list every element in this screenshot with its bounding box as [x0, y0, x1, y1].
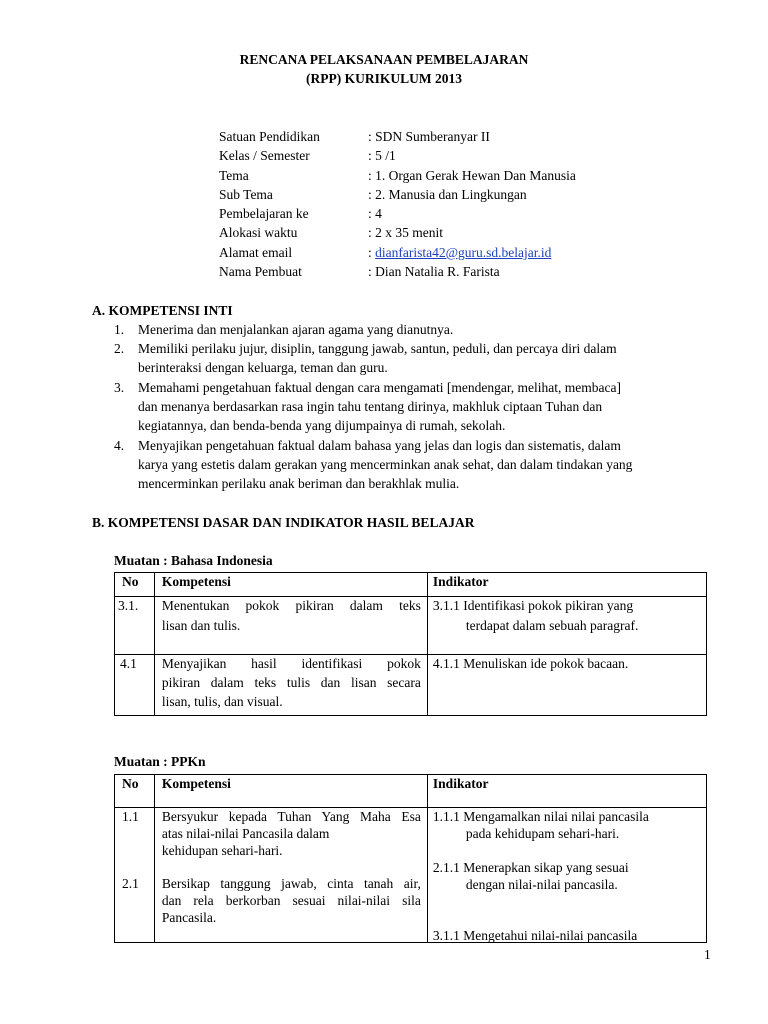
table-header-row	[115, 573, 707, 597]
header-kompetensi: Kompetensi	[161, 776, 231, 791]
row-kompetensi-line: Menyajikan hasil identifikasi pokok	[161, 656, 421, 671]
info-value: : 2 x 35 menit	[368, 225, 443, 240]
row-indikator-line: dengan nilai-nilai pancasila.	[465, 877, 618, 892]
list-item-number: 1.	[114, 322, 125, 337]
row-indikator-line: 4.1.1 Menuliskan ide pokok bacaan.	[432, 656, 629, 671]
header-no: No	[122, 776, 139, 791]
document-title-line2: (RPP) KURIKULUM 2013	[306, 71, 462, 86]
row-kompetensi-line: Pancasila.	[161, 910, 217, 925]
info-label: Nama Pembuat	[219, 264, 302, 279]
row-indikator-line: 2.1.1 Menerapkan sikap yang sesuai	[432, 860, 629, 875]
table-row	[115, 655, 707, 716]
info-label: Alamat email	[219, 245, 293, 260]
row-no: 1.1	[122, 809, 139, 824]
row-kompetensi-line: kehidupan sehari-hari.	[161, 843, 283, 858]
section-b-heading: B. KOMPETENSI DASAR DAN INDIKATOR HASIL BELAJAR	[92, 515, 475, 530]
info-label: Satuan Pendidikan	[219, 129, 320, 144]
section-a-heading: A. KOMPETENSI INTI	[92, 303, 233, 318]
row-kompetensi-line: Bersikap tanggung jawab, cinta tanah air,	[161, 876, 421, 891]
info-value: : SDN Sumberanyar II	[368, 129, 490, 144]
row-indikator-line: 3.1.1 Identifikasi pokok pikiran yang	[432, 598, 634, 613]
list-item-text: Menyajikan pengetahuan faktual dalam bahasa yang jelas dan logis dan sistematis, dalam	[138, 438, 621, 453]
row-kompetensi-line: lisan, tulis, dan visual.	[161, 694, 283, 709]
header-kompetensi: Kompetensi	[161, 574, 231, 589]
row-indikator-line: 1.1.1 Mengamalkan nilai nilai pancasila	[432, 809, 649, 824]
header-no: No	[122, 574, 139, 589]
list-item-text: Menerima dan menjalankan ajaran agama yang dianutnya.	[138, 322, 454, 337]
ppkn-table	[114, 774, 707, 943]
row-indikator-line: 3.1.1 Mengetahui nilai-nilai pancasila	[432, 928, 638, 943]
info-value: : Dian Natalia R. Farista	[368, 264, 500, 279]
row-no: 2.1	[122, 876, 139, 891]
table-row	[115, 808, 707, 943]
header-indikator: Indikator	[432, 776, 489, 791]
info-value: : 1. Organ Gerak Hewan Dan Manusia	[368, 168, 576, 183]
bahasa-indonesia-table	[114, 572, 707, 716]
list-item-text: dan menanya berdasarkan rasa ingin tahu tentang dirinya, makhluk ciptaan Tuhan dan	[138, 399, 603, 414]
list-item-text: Memiliki perilaku jujur, disiplin, tanggung jawab, santun, peduli, dan percaya diri dalam	[138, 341, 617, 356]
list-item-text: kegiatannya, dan benda-benda yang dijumpainya di rumah, sekolah.	[138, 418, 506, 433]
info-value-email	[368, 245, 551, 261]
row-kompetensi-line: pikiran dalam teks tulis dan lisan secara	[161, 675, 421, 690]
table2-caption: Muatan : PPKn	[114, 754, 206, 769]
row-kompetensi-line: lisan dan tulis.	[161, 618, 241, 633]
row-no: 4.1	[120, 656, 137, 671]
info-value: : 5 /1	[368, 148, 396, 163]
row-no: 3.1.	[118, 598, 139, 613]
info-label: Alokasi waktu	[219, 225, 298, 240]
header-indikator: Indikator	[432, 574, 489, 589]
email-link[interactable]: dianfarista42@guru.sd.belajar.id	[375, 245, 552, 260]
list-item-text: berinteraksi dengan keluarga, teman dan guru.	[138, 360, 388, 375]
page-number: 1	[704, 947, 711, 962]
info-value: : 4	[368, 206, 382, 221]
info-label: Pembelajaran ke	[219, 206, 309, 221]
table-header-row	[115, 775, 707, 808]
row-kompetensi-line: dan rela berkorban sesuai nilai-nilai sila	[161, 893, 421, 908]
table-row	[115, 597, 707, 655]
table1-caption: Muatan : Bahasa Indonesia	[114, 553, 273, 568]
row-indikator-line: pada kehidupam sehari-hari.	[465, 826, 620, 841]
email-prefix: :	[368, 245, 376, 260]
document-title-line1: RENCANA PELAKSANAAN PEMBELAJARAN	[239, 52, 529, 67]
row-kompetensi-line: atas nilai-nilai Pancasila dalam	[161, 826, 330, 841]
info-value: : 2. Manusia dan Lingkungan	[368, 187, 527, 202]
row-kompetensi-line: Bersyukur kepada Tuhan Yang Maha Esa	[161, 809, 421, 824]
info-label: Sub Tema	[219, 187, 273, 202]
list-item-text: mencerminkan perilaku anak beriman dan berakhlak mulia.	[138, 476, 460, 491]
list-item-text: Memahami pengetahuan faktual dengan cara mengamati [mendengar, melihat, membaca]	[138, 380, 621, 395]
list-item-number: 2.	[114, 341, 125, 356]
list-item-number: 3.	[114, 380, 125, 395]
row-kompetensi-line: Menentukan pokok pikiran dalam teks	[161, 598, 421, 613]
info-label: Kelas / Semester	[219, 148, 310, 163]
row-indikator-line: terdapat dalam sebuah paragraf.	[465, 618, 639, 633]
list-item-text: karya yang estetis dalam gerakan yang mencerminkan anak sehat, dan dalam tindakan yang	[138, 457, 633, 472]
list-item-number: 4.	[114, 438, 125, 453]
info-label: Tema	[219, 168, 249, 183]
